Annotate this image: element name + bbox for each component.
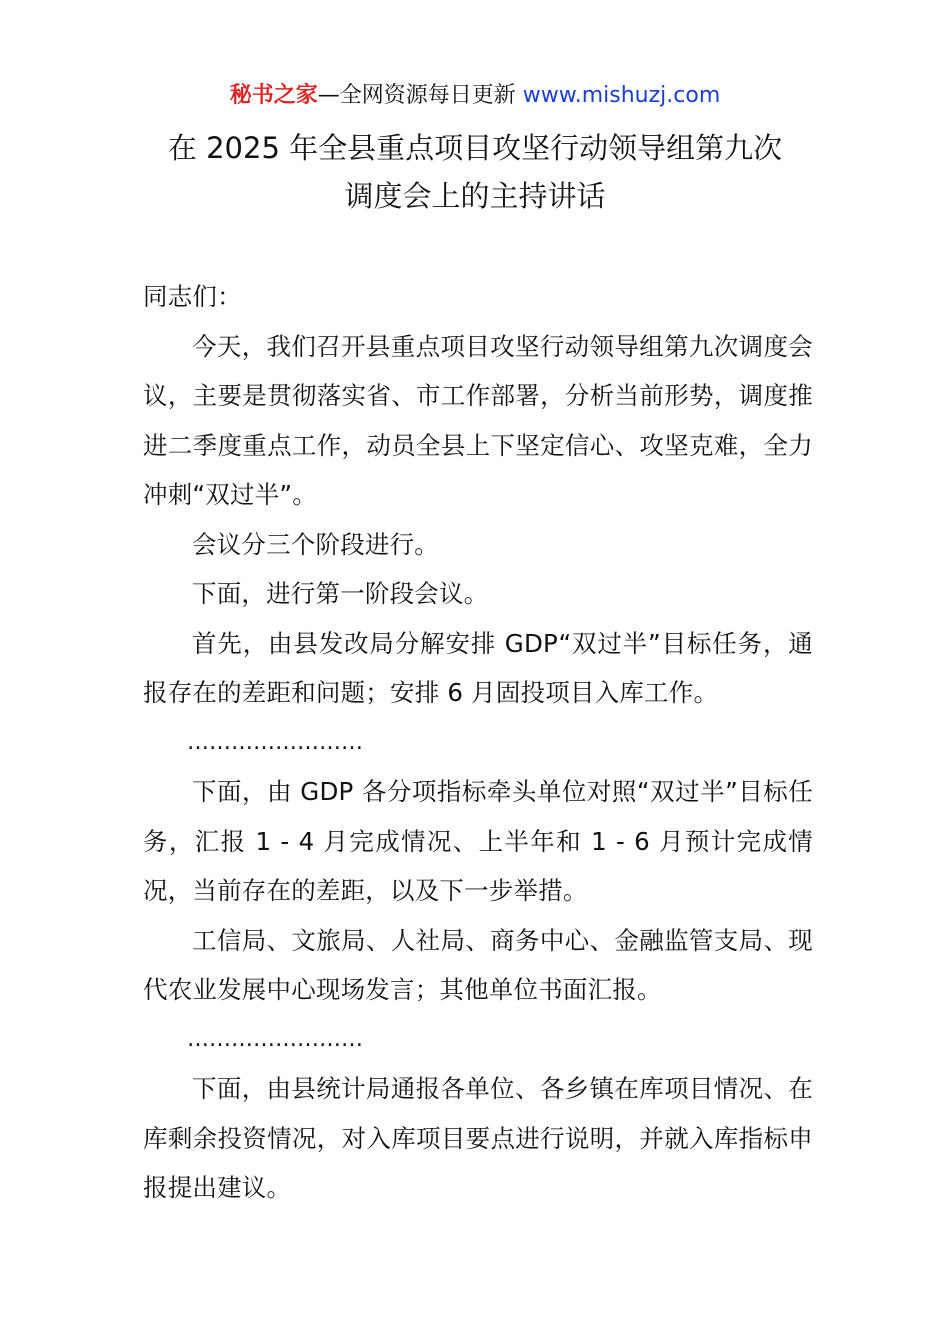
paragraph-stages: 会议分三个阶段进行。 (192, 529, 439, 559)
paragraph-speakers: 工信局、文旅局、人社局、商务中心、金融监管支局、现代农业发展中心现场发言；其他单位书面汇报。 (143, 925, 813, 1004)
paragraph-gdp-units: 下面，由 GDP 各分项指标牵头单位对照“双过半”目标任务，汇报 1 - 4 月完成情况、上半年和 1 - 6 月预计完成情况，当前存在的差距，以及下一步举措。 (143, 777, 813, 905)
ellipsis-separator: …………………… (187, 1026, 363, 1052)
document-title (120, 124, 830, 220)
site-header (0, 80, 950, 112)
brand-name: 秘书之家 (229, 83, 318, 108)
paragraph-stage-one: 下面，进行第一阶段会议。 (192, 579, 489, 608)
paragraph-statistics: 下面，由县统计局通报各单位、各乡镇在库项目情况、在库剩余投资情况，对入库项目要点进行说明，并就入库指标申报提出建议。 (143, 1074, 813, 1202)
paragraph-gdp-task: 首先，由县发改局分解安排 GDP“双过半”目标任务，通报存在的差距和问题；安排 6 月固投项目入库工作。 (143, 628, 813, 707)
salutation: 同志们： (143, 282, 242, 311)
ellipsis-separator: …………………… (187, 729, 363, 755)
document-body (143, 272, 813, 1213)
title-line-1: 在 2025 年全县重点项目攻坚行动领导组第九次 (167, 131, 783, 165)
site-url[interactable]: www.mishuzj.com (522, 83, 721, 108)
header-tagline: —全网资源每日更新 (317, 83, 523, 108)
title-line-2: 调度会上的主持讲话 (344, 179, 606, 213)
paragraph-opening: 今天，我们召开县重点项目攻坚行动领导组第九次调度会议，主要是贯彻落实省、市工作部署，分析当前形势，调度推进二季度重点工作，动员全县上下坚定信心、攻坚克难，全力冲刺“双过半”。 (143, 331, 813, 509)
